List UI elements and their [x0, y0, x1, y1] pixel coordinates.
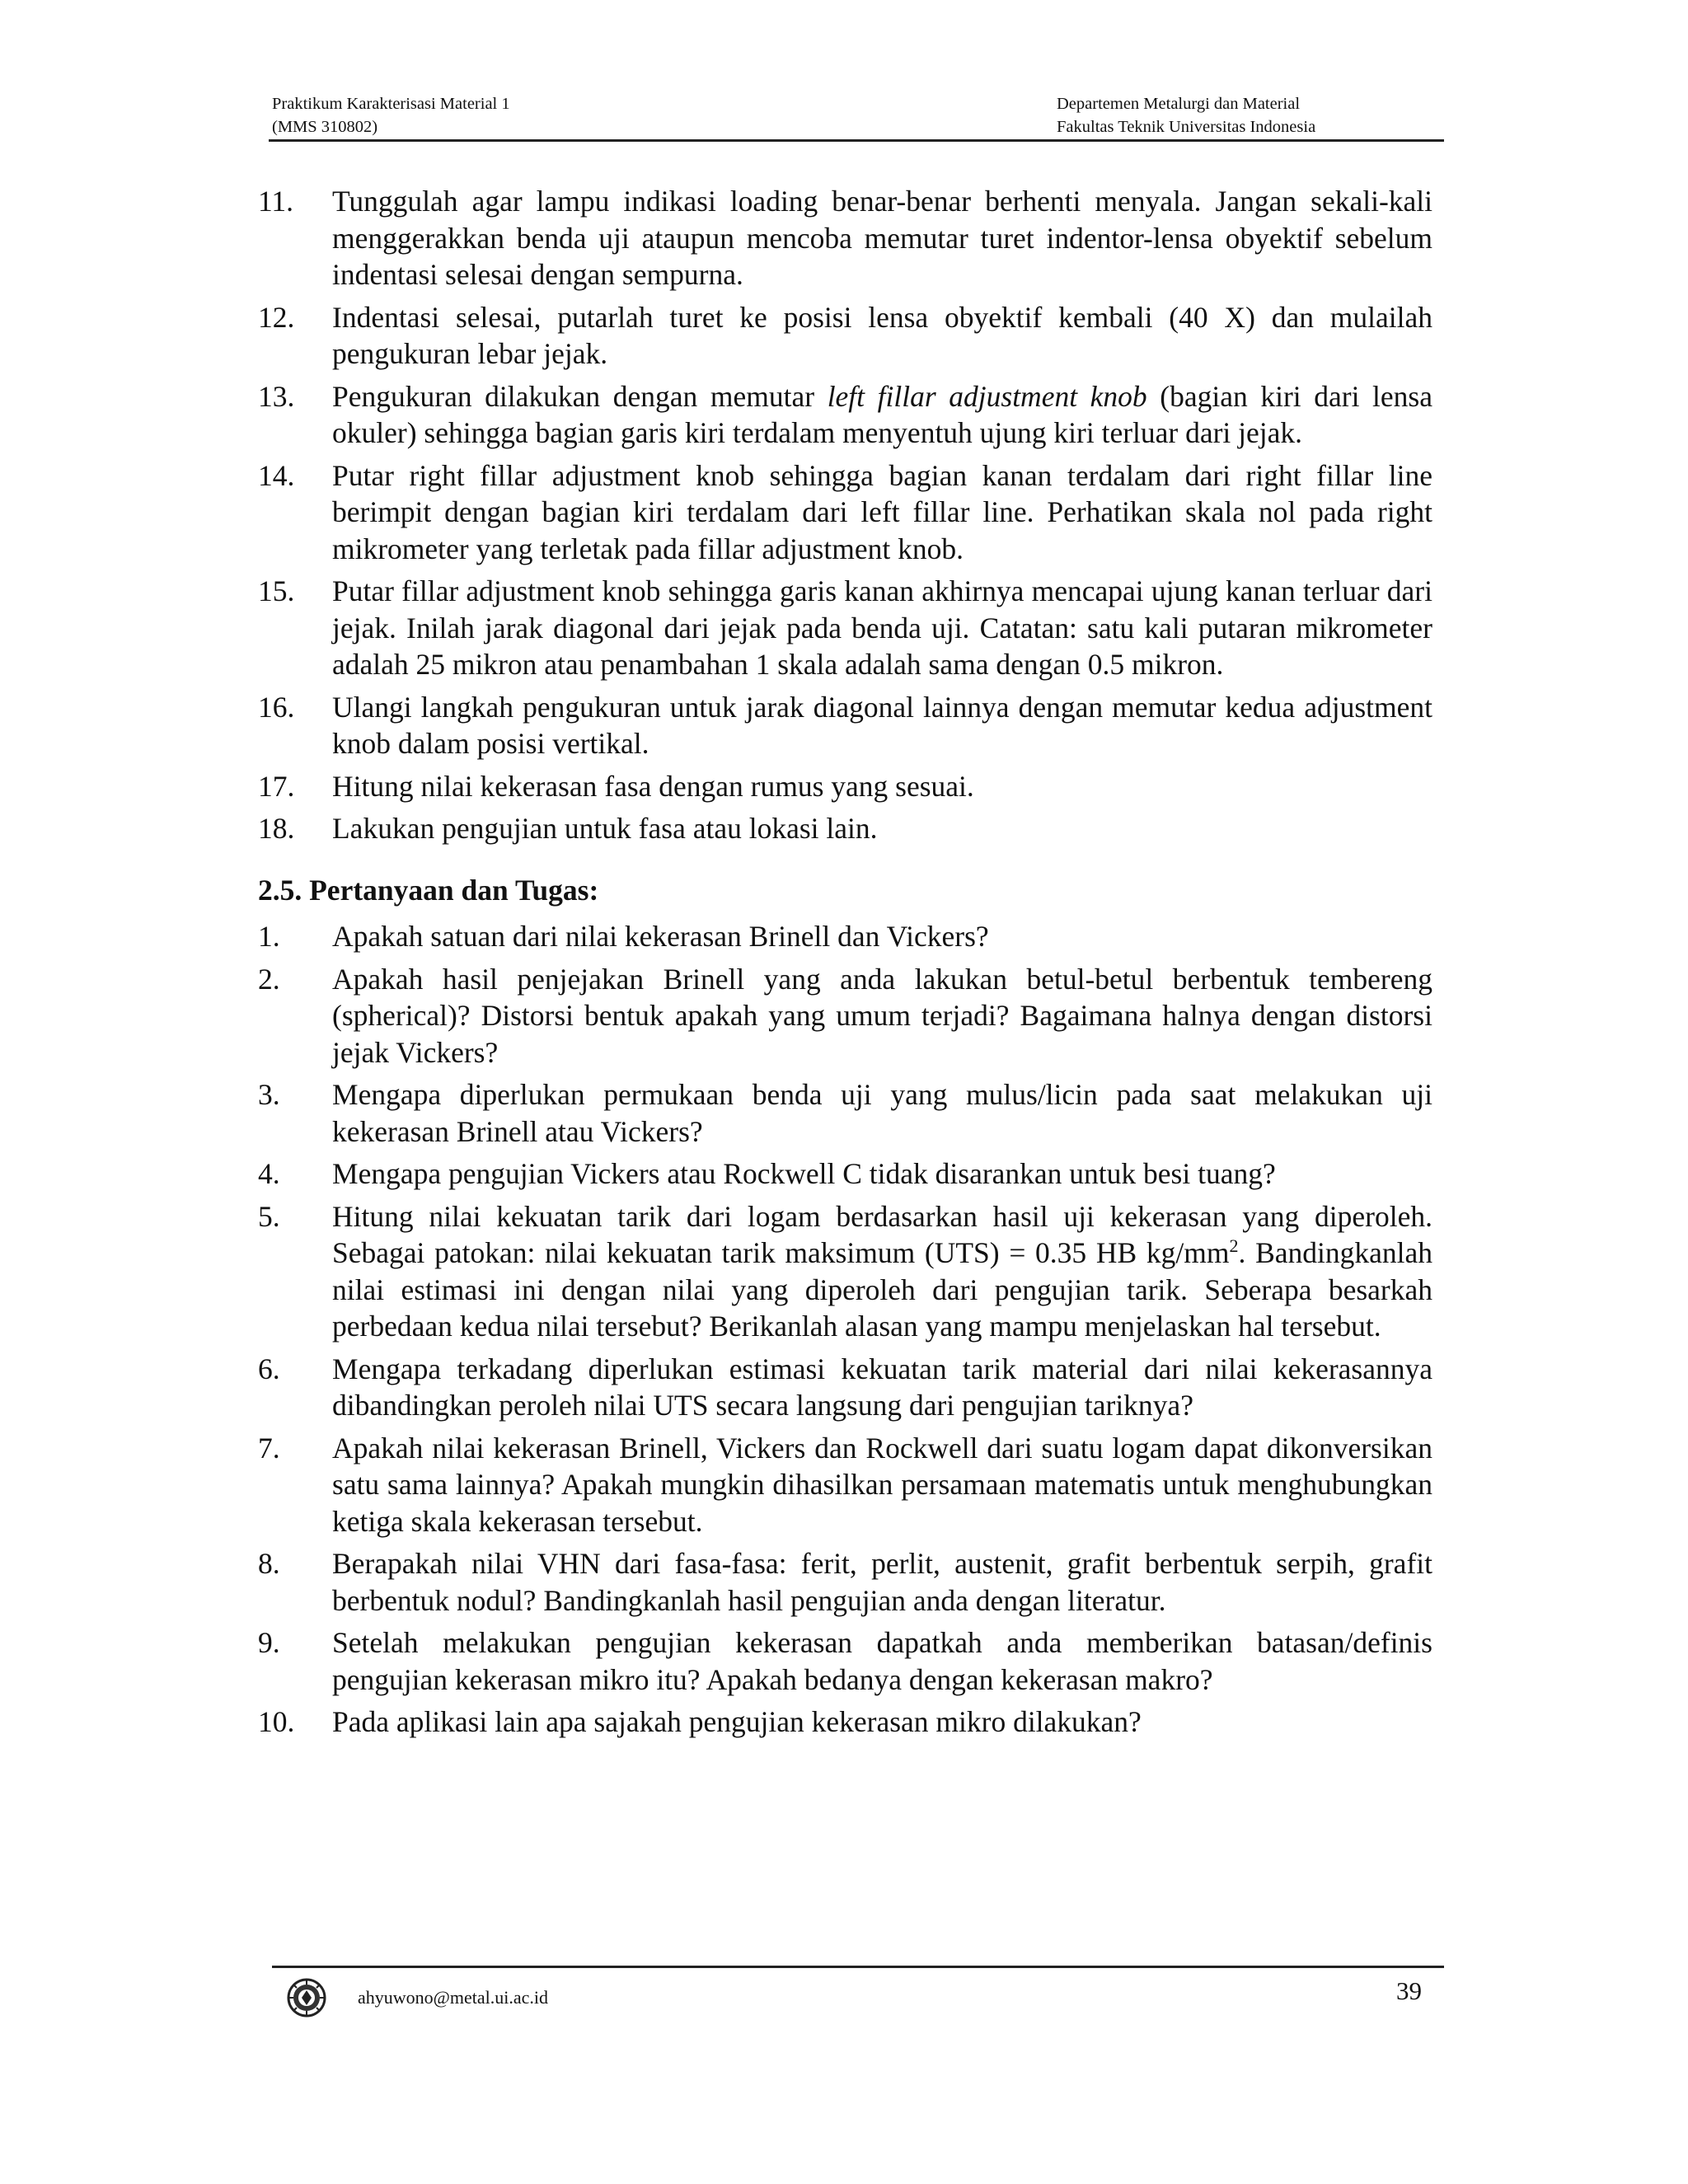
item-text: Mengapa pengujian Vickers atau Rockwell C tidak disarankan untuk besi tuang?	[332, 1157, 1276, 1190]
item-text: Tunggulah agar lampu indikasi loading benar-benar berhenti menyala. Jangan sekali-kali menggerakkan benda uji ataupun mencoba memutar turet indentor-lensa obyektif sebelum indentasi selesai dengan sempurna.	[332, 185, 1432, 291]
item-number: 1.	[258, 920, 280, 953]
item-text: Berapakah nilai VHN dari fasa-fasa: ferit, perlit, austenit, grafit berbentuk serpih, grafit berbentuk nodul? Bandingkanlah hasil pengujian anda dengan literatur.	[332, 1547, 1432, 1617]
list-item	[258, 573, 1432, 683]
department-name: Departemen Metalurgi dan Material	[1057, 95, 1301, 113]
item-text: Hitung nilai kekuatan tarik dari logam berdasarkan hasil uji kekerasan yang diperoleh. Sebagai patokan: nilai kekuatan tarik maksimum (UTS) = 0.35 HB kg/mm	[332, 1199, 1432, 1269]
item-text: Lakukan pengujian untuk fasa atau lokasi lain.	[332, 812, 878, 845]
university-seal-icon	[287, 1978, 326, 2018]
steps-list	[258, 183, 1432, 847]
item-number: 12.	[258, 300, 295, 334]
list-item	[258, 183, 1432, 293]
item-number: 16.	[258, 690, 295, 724]
item-text: (bagian kiri dari lensa okuler) sehingga bagian garis kiri terdalam menyentuh ujung kiri terluar dari jejak.	[332, 379, 1432, 449]
list-item	[258, 1198, 1432, 1345]
list-item	[258, 768, 1432, 805]
item-number: 13.	[258, 379, 295, 413]
item-text: Apakah satuan dari nilai kekerasan Brinell dan Vickers?	[332, 920, 989, 953]
item-text: Ulangi langkah pengukuran untuk jarak diagonal lainnya dengan memutar kedua adjustment knob dalam posisi vertikal.	[332, 690, 1432, 760]
item-number: 11.	[258, 185, 294, 218]
list-item	[258, 961, 1432, 1071]
item-text: Apakah nilai kekerasan Brinell, Vickers dan Rockwell dari suatu logam dapat dikonversikan satu sama lainnya? Apakah mungkin dihasilkan persamaan matematis untuk menghubungkan ketiga skala kekerasan tersebut.	[332, 1431, 1432, 1538]
item-number: 14.	[258, 458, 295, 492]
item-number: 10.	[258, 1705, 295, 1738]
course-code: (MMS 310802)	[272, 118, 378, 136]
course-title: Praktikum Karakterisasi Material 1	[272, 95, 510, 113]
section-heading: 2.5. Pertanyaan dan Tugas:	[258, 873, 599, 907]
author-email: ahyuwono@metal.ui.ac.id	[358, 1987, 549, 2008]
list-item	[258, 1351, 1432, 1424]
list-item	[258, 1155, 1432, 1193]
item-number: 9.	[258, 1626, 280, 1659]
list-item	[258, 918, 1432, 955]
list-item	[258, 1076, 1432, 1150]
header-left	[272, 92, 510, 138]
item-number: 4.	[258, 1157, 280, 1190]
item-number: 6.	[258, 1352, 280, 1385]
item-text: Pada aplikasi lain apa sajakah pengujian kekerasan mikro dilakukan?	[332, 1705, 1142, 1738]
item-number: 8.	[258, 1547, 280, 1580]
item-italic-term: left fillar adjustment knob	[827, 379, 1147, 413]
item-text: Putar right fillar adjustment knob sehingga bagian kanan terdalam dari right fillar line berimpit dengan bagian kiri terdalam dari left fillar line. Perhatikan skala nol pada right mikrometer yang terletak pada fillar adjustment knob.	[332, 458, 1432, 565]
list-item	[258, 689, 1432, 762]
list-item	[258, 1430, 1432, 1540]
page-number: 39	[1396, 1976, 1422, 2005]
item-text: Putar fillar adjustment knob sehingga garis kanan akhirnya mencapai ujung kanan terluar dari jejak. Inilah jarak diagonal dari jejak pada benda uji. Catatan: satu kali putaran mikrometer adalah 25 mikron atau penambahan 1 skala adalah sama dengan 0.5 mikron.	[332, 574, 1432, 681]
item-number: 5.	[258, 1199, 280, 1233]
item-number: 15.	[258, 574, 295, 607]
page-header	[272, 89, 1444, 142]
item-text: Setelah melakukan pengujian kekerasan dapatkah anda memberikan batasan/definis pengujian kekerasan mikro itu? Apakah bedanya dengan kekerasan makro?	[332, 1626, 1432, 1696]
item-text: Mengapa diperlukan permukaan benda uji yang mulus/licin pada saat melakukan uji kekerasan Brinell atau Vickers?	[332, 1078, 1432, 1148]
footer-divider	[272, 1966, 1444, 1968]
header-right	[1057, 92, 1315, 138]
item-text: Indentasi selesai, putarlah turet ke posisi lensa obyektif kembali (40 X) dan mulailah pengukuran lebar jejak.	[332, 300, 1432, 370]
item-number: 2.	[258, 962, 280, 996]
list-item	[258, 378, 1432, 452]
list-item	[258, 1624, 1432, 1698]
list-item	[258, 1545, 1432, 1619]
superscript: 2	[1229, 1235, 1239, 1257]
item-text: Hitung nilai kekerasan fasa dengan rumus yang sesuai.	[332, 769, 974, 803]
item-text: . Bandingkanlah nilai estimasi ini dengan nilai yang diperoleh dari pengujian tarik. Seberapa besarkah perbedaan kedua nilai tersebut? Berikanlah alasan yang mampu menjelaskan hal tersebut.	[332, 1236, 1432, 1343]
header-divider	[269, 139, 1444, 142]
list-item	[258, 1704, 1432, 1741]
questions-list	[258, 918, 1432, 1741]
list-item	[258, 299, 1432, 373]
item-number: 7.	[258, 1431, 280, 1465]
page-body	[258, 183, 1432, 1746]
item-text: Apakah hasil penjejakan Brinell yang anda lakukan betul-betul berbentuk tembereng (spherical)? Distorsi bentuk apakah yang umum terjadi? Bagaimana halnya dengan distorsi jejak Vickers?	[332, 962, 1432, 1069]
item-number: 3.	[258, 1078, 280, 1111]
list-item	[258, 457, 1432, 568]
list-item	[258, 810, 1432, 847]
item-text: Pengukuran dilakukan dengan memutar	[332, 379, 828, 413]
item-text: Mengapa terkadang diperlukan estimasi kekuatan tarik material dari nilai kekerasannya dibandingkan peroleh nilai UTS secara langsung dari pengujian tariknya?	[332, 1352, 1432, 1422]
faculty-name: Fakultas Teknik Universitas Indonesia	[1057, 118, 1316, 136]
item-number: 17.	[258, 769, 295, 803]
item-number: 18.	[258, 812, 295, 845]
